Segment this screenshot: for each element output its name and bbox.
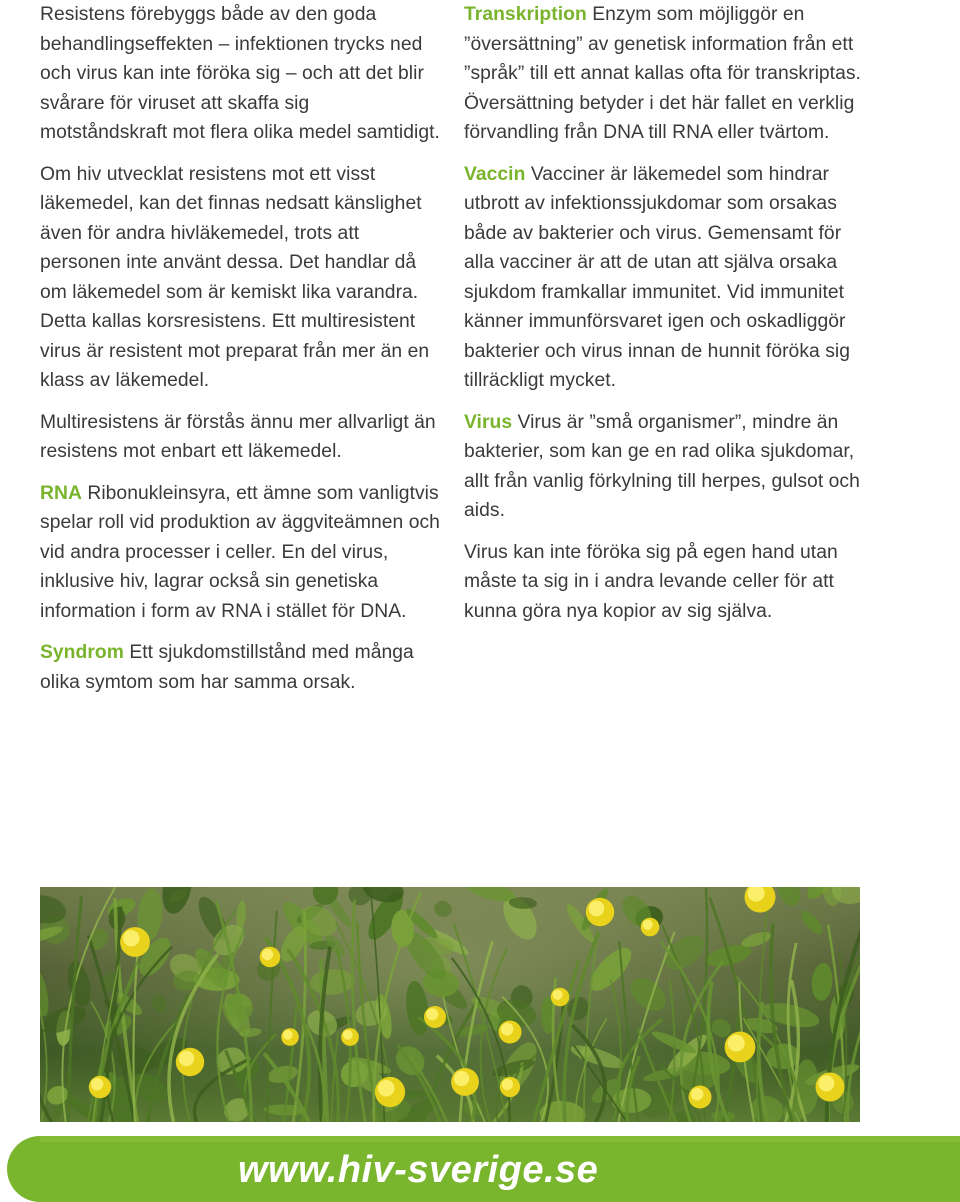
paragraph-multiresistens: Multiresistens är förstås ännu mer allvarligt än resistens mot enbart ett läkemedel. (40, 411, 436, 462)
paragraph-resistens: Resistens förebyggs både av den goda behandlingseffekten – infektionen trycks ned och virus kan inte föröka sig – och att det blir svårare för viruset att skaffa sig motståndskraft mot flera olika medel samtidigt. (40, 4, 440, 143)
yellow-flower (424, 1006, 446, 1028)
glossary-entry-transkription (464, 0, 864, 148)
glossary-term-virus: Virus (464, 411, 513, 433)
yellow-flower (551, 988, 570, 1007)
yellow-flower (120, 927, 150, 957)
yellow-flower (375, 1077, 405, 1107)
glossary-entry-virus (464, 408, 864, 526)
glossary-term-transkription: Transkription (464, 4, 587, 25)
yellow-flower (586, 898, 614, 926)
glossary-definition-vaccin: Vacciner är läkemedel som hindrar utbrott av infektionssjukdomar som orsakas både av bakterier och virus. Gemensamt för alla vacciner är att de utan att själva orsaka sjukdom framkallar immunitet. Vid immunitet känner immunförsvaret igen och oskadliggör bakterier och virus innan de hunnit föröka sig tillräckligt mycket. (464, 163, 851, 391)
glossary-term-vaccin: Vaccin (464, 163, 526, 185)
glossary-entry-syndrom (40, 638, 440, 697)
yellow-flower (641, 918, 660, 937)
glossary-definition-transkription: Enzym som möjliggör en ”översättning” av genetisk information från ett ”språk” till ett annat kallas ofta för transkriptas. Översättning betyder i det här fallet en verklig förvandling från DNA till RNA eller tvärtom. (464, 4, 861, 143)
glossary-definition-syndrom: Ett sjukdomstillstånd med många olika symtom som har samma orsak. (40, 642, 414, 693)
glossary-definition-rna: Ribonukleinsyra, ett ämne som vanligtvis spelar roll vid produktion av äggviteämnen och vid andra processer i celler. En del virus, inklusive hiv, lagrar också sin genetiska information i form av RNA i stället för DNA. (40, 482, 440, 622)
yellow-flower (260, 947, 281, 968)
yellow-flower (725, 1032, 756, 1063)
left-column (40, 0, 440, 709)
glossary-entry-vaccin (464, 160, 864, 396)
glossary-definition-virus: Virus är ”små organismer”, mindre än bakterier, som kan ge en rad olika sjukdomar, allt från vanlig förkylning till herpes, gulsot och aids. (464, 411, 860, 521)
glossary-term-rna: RNA (40, 482, 82, 504)
yellow-flower (341, 1028, 359, 1046)
right-column (464, 0, 864, 638)
website-link[interactable]: www.hiv-sverige.se (238, 1149, 599, 1191)
glossary-entry-rna (40, 479, 440, 627)
flower-illustration (40, 887, 860, 1122)
yellow-flower (500, 1077, 520, 1097)
paragraph-virus-replication: Virus kan inte föröka sig på egen hand utan måste ta sig in i andra levande celler för att kunna göra nya kopior av sig själva. (464, 541, 838, 622)
yellow-flower (499, 1021, 522, 1044)
yellow-flower (816, 1073, 845, 1102)
yellow-flower (89, 1076, 111, 1098)
yellow-flower (281, 1028, 299, 1046)
paragraph-korsresistens: Om hiv utvecklat resistens mot ett visst läkemedel, kan det finnas nedsatt känslighet även för andra hivläkemedel, trots att personen inte använt dessa. Det handlar då om läkemedel som är kemiskt lika varandra. Detta kallas korsresistens. Ett multiresistent virus är resistent mot preparat från mer än en klass av läkemedel. (40, 163, 430, 391)
yellow-flower (451, 1068, 479, 1096)
photo-yellow-flowers (40, 887, 860, 1122)
yellow-flower (176, 1048, 204, 1076)
glossary-term-syndrom: Syndrom (40, 642, 124, 663)
yellow-flower (689, 1086, 712, 1109)
